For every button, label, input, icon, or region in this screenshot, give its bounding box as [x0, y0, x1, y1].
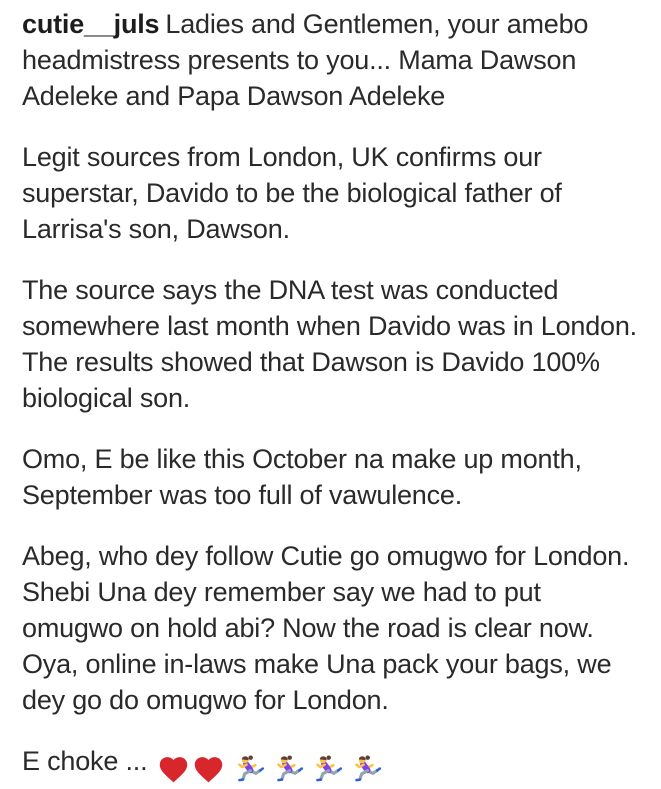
red-heart-icon	[192, 753, 225, 786]
caption-paragraph	[22, 6, 643, 114]
caption-paragraph: The source says the DNA test was conducted somewhere last month when Davido was in London. The results showed that Dawson is Davido 100% biological son.	[22, 275, 637, 413]
emoji-row	[157, 750, 383, 786]
woman-running-icon	[235, 754, 266, 785]
woman-running-icon	[274, 754, 305, 785]
caption-paragraph: Omo, E be like this October na make up month, September was too full of vawulence.	[22, 444, 582, 510]
closing-line	[22, 743, 643, 786]
woman-running-icon	[313, 754, 344, 785]
closing-text: E choke ...	[22, 746, 148, 776]
caption-paragraph: Legit sources from London, UK confirms our superstar, Davido to be the biological father of Larrisa's son, Dawson.	[22, 142, 562, 244]
woman-running-icon	[352, 754, 383, 785]
red-heart-icon	[157, 753, 190, 786]
caption-text: Ladies and Gentlemen, your amebo headmistress presents to you... Mama Dawson Adeleke and Papa Dawson Adeleke	[22, 9, 589, 111]
username-link[interactable]: cutie__juls	[22, 9, 160, 39]
caption-paragraph: Abeg, who dey follow Cutie go omugwo for London. Shebi Una dey remember say we had to put omugwo on hold abi? Now the road is clear now. Oya, online in-laws make Una pack your bags, we dey go do omugwo for London.	[22, 541, 630, 715]
